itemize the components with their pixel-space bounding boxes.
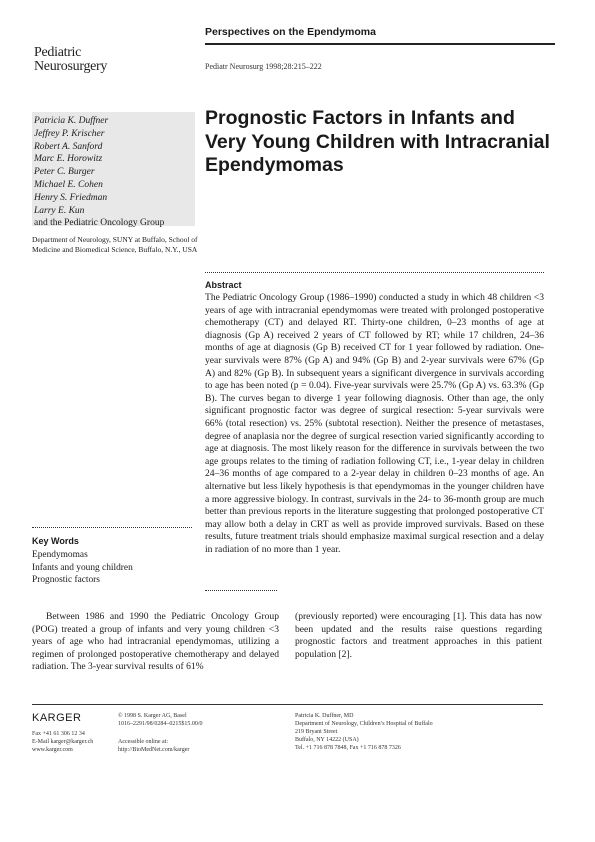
article-title: Prognostic Factors in Infants and Very Young Children with Intracranial Ependymomas [205,107,550,176]
online-access [118,738,268,754]
correspondence [295,712,545,752]
keyword-item: Prognostic factors [32,575,100,585]
author-group: and the Pediatric Oncology Group [34,218,165,229]
author-name: Henry S. Friedman [34,192,108,203]
abstract-heading: Abstract [205,280,242,290]
contact-dept: Department of Neurology, Children’s Hospital of Buffalo [295,721,433,727]
author-name: Jeffrey P. Krischer [34,128,105,139]
keywords-heading: Key Words [32,536,79,546]
keywords-list [32,549,192,587]
publisher-email[interactable]: E-Mail karger@karger.ch [32,739,94,745]
journal-citation: Pediatr Neurosurg 1998;28:215–222 [205,62,322,71]
author-name: Peter C. Burger [34,167,95,178]
author-name: Patricia K. Duffner [34,116,109,126]
intro-right-column: (previously reported) were encouraging [1]. This data has now been updated and the results raise questions regarding prognostic factors and treatment approaches in this patient population [2]. [295,611,542,660]
contact-phone: Tel. +1 716 878 7848, Fax +1 716 878 7326 [295,745,401,751]
copyright-block [118,712,268,728]
publisher-contact [32,730,112,754]
keywords-divider [32,527,192,528]
publisher-logo: KARGER [32,712,82,724]
publisher-web[interactable]: www.karger.com [32,747,73,753]
keyword-item: Infants and young children [32,562,133,573]
journal-logo-line1: Pediatric [34,45,82,60]
author-list [32,112,195,229]
online-label: Accessible online at: [118,739,168,745]
abstract-body: The Pediatric Oncology Group (1986–1990) conducted a study in which 48 children <3 years of age with intracranial ependymomas were treated with prolonged postoperative chemotherapy (CT) and delayed RT. Thirty-one children, 0–23 months of age at diagnosis (Gp A) received 2 years of CT followed by RT; while 17 children, 24–36 months of age at diagnosis (Gp B) received CT for 1 year followed by radiation. One-year survivals were 87% (Gp A) and 94% (Gp B) and 2-year survivals were 67% (Gp A) and 82% (Gp B). In subsequent years a significant divergence in survivals according to age has been noted (p = 0.04). Five-year survivals were 25.7% (Gp A) vs. 63.3% (Gp B). The curves began to diverge 1 year following diagnosis. Other than age, the only significant prognostic factor was degree of surgical resection: 5-year survivals were 66% (total resection) vs. 25% (subtotal resection). Neither the presence of metastases, degree of anaplasia nor the degree of surgical resection varied significantly according to age at diagnosis. The most likely reason for the difference in survivals between the two age groups relates to the timing of radiation following CT, i.e., 1-year delay in children 24–36 months of age compared to a 2-year delay in children 0–23 months of age. An alternative but less likely hypothesis is that ependymomas in the younger children have a more aggressive biology. In contrast, survivals in the 24- to 36-month group are much better than previous reports in the literature suggesting that prolonged postoperative CT may allow both a delay in CRT as well as provide improved survivals. Based on these results, future treatment trials should emphasize maximal surgical resection and a delay in radiation of no more than 1 year. [205,292,544,555]
footer-divider [32,704,543,705]
journal-logo-line2: Neurosurgery [34,59,108,74]
contact-city: Buffalo, NY 14222 (USA) [295,737,359,743]
contact-name: Patricia K. Duffner, MD [295,713,354,719]
abstract-end-divider [205,590,277,591]
contact-street: 219 Bryant Street [295,729,338,735]
author-name: Robert A. Sanford [34,141,103,152]
intro-left-column: Between 1986 and 1990 the Pediatric Oncology Group (POG) treated a group of infants and very young children <3 years of age who had intracranial ependymomas, utilizing a regimen of prolonged postoperative chemotherapy and delayed radiation. The 3-year survival results of 61% [32,611,279,673]
publisher-fax: Fax +41 61 306 12 34 [32,731,85,737]
author-name: Larry E. Kun [34,205,85,216]
section-title: Perspectives on the Ependymoma [205,26,555,45]
issn: 1016–2291/98/0284–0215$15.00/0 [118,721,203,727]
online-url[interactable]: http://BioMedNet.com/karger [118,747,190,753]
affiliation: Department of Neurology, SUNY at Buffalo, School of Medicine and Biomedical Science, Buffalo, N.Y., USA [32,235,198,254]
author-name: Michael E. Cohen [34,179,103,190]
abstract-divider [205,272,544,273]
author-name: Marc E. Horowitz [34,154,103,165]
journal-logo [34,46,134,74]
copyright: © 1998 S. Karger AG, Basel [118,713,187,719]
keyword-item: Ependymomas [32,550,88,560]
